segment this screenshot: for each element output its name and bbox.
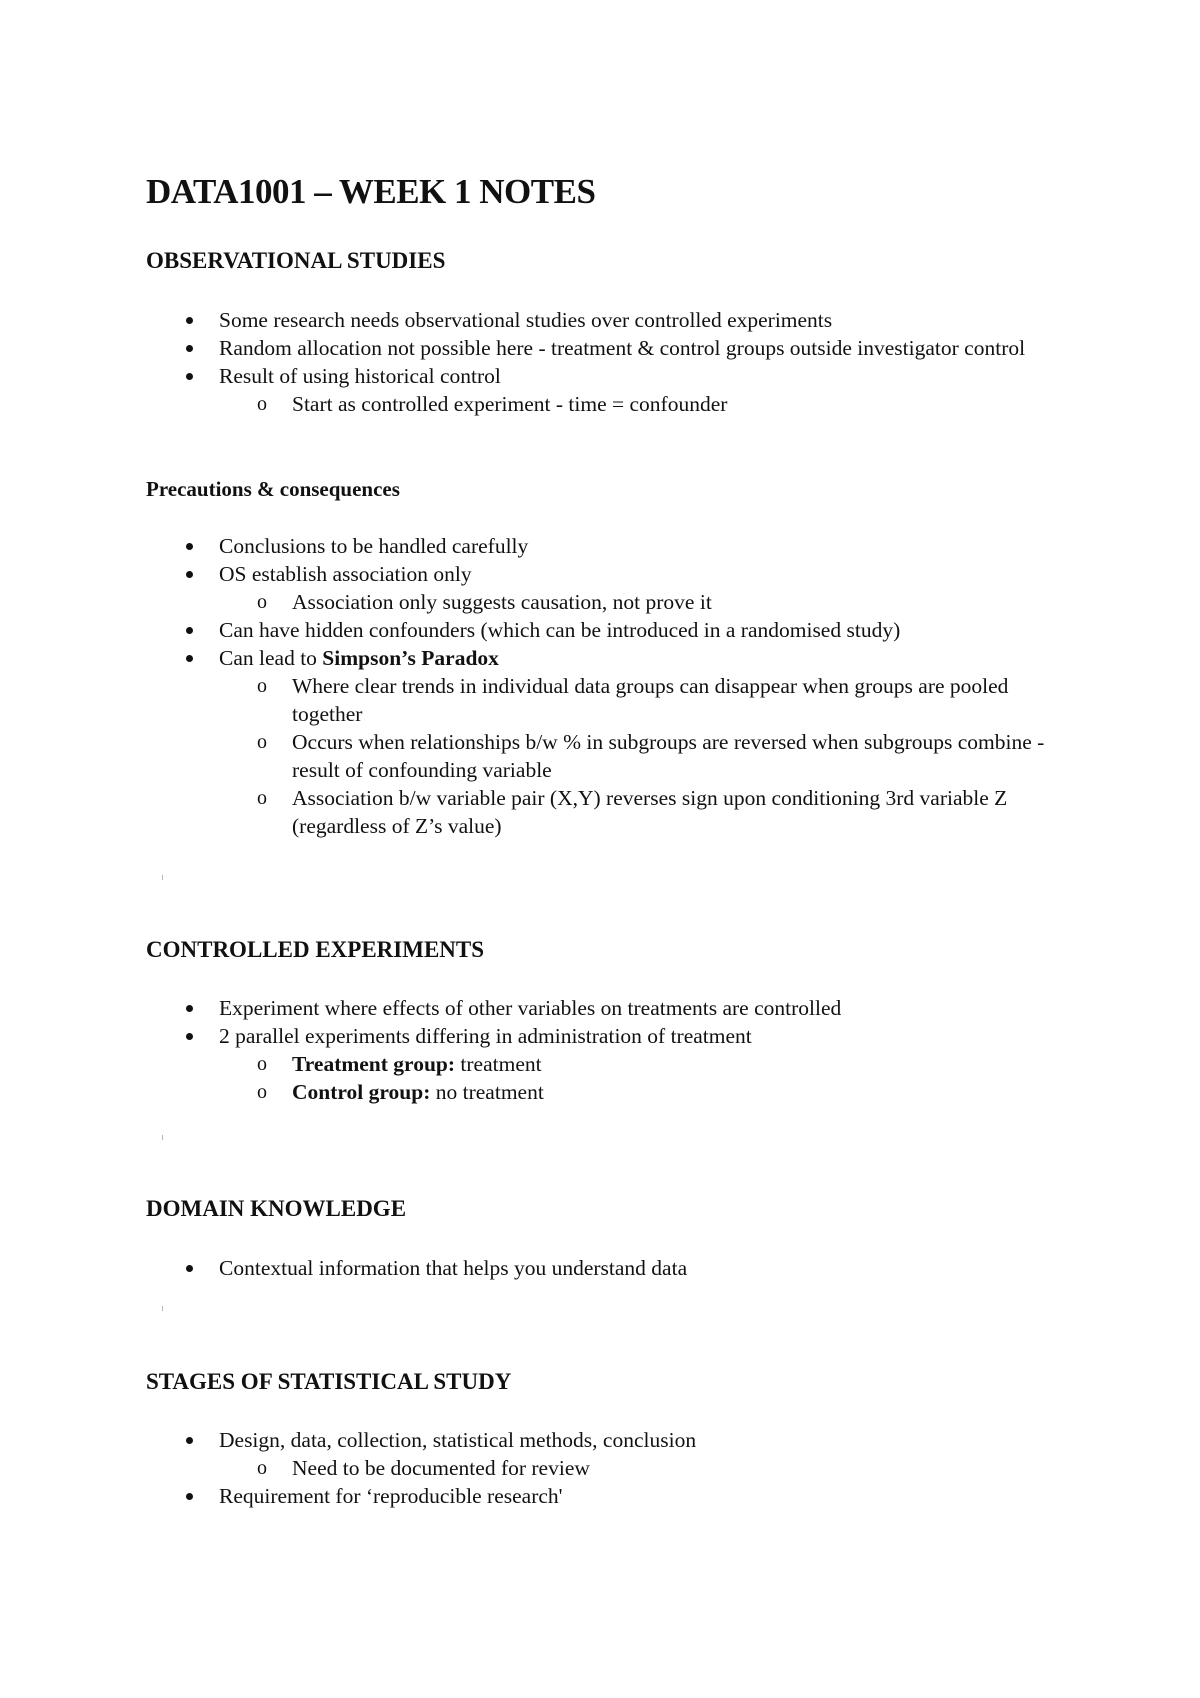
sub-list-item: o Need to be documented for review: [292, 1454, 1062, 1482]
observational-studies-list: [0, 306, 1200, 418]
list-item: Contextual information that helps you understand data: [219, 1254, 1069, 1282]
list-item-simpsons-paradox: [219, 644, 1069, 672]
sub-heading-precautions: Precautions & consequences: [146, 477, 400, 501]
list-item: Design, data, collection, statistical methods, conclusion: [219, 1426, 1069, 1454]
faint-mark: [162, 1306, 163, 1311]
faint-mark: [162, 875, 163, 880]
list-item-text: Can lead to: [219, 646, 323, 670]
domain-knowledge-list: [0, 1254, 1200, 1282]
sub-list-item: o Occurs when relationships b/w % in subgroups are reversed when subgroups combine - result of confounding variable: [292, 728, 1062, 784]
control-group-value: no treatment: [430, 1080, 544, 1104]
list-item: 2 parallel experiments differing in administration of treatment: [219, 1022, 1069, 1050]
section-heading-stages-of-statistical-study: STAGES OF STATISTICAL STUDY: [146, 1369, 512, 1394]
section-heading-domain-knowledge: DOMAIN KNOWLEDGE: [146, 1196, 407, 1221]
sub-list-item: o Where clear trends in individual data groups can disappear when groups are pooled together: [292, 672, 1062, 728]
simpsons-paradox-term: Simpson’s Paradox: [322, 646, 499, 670]
section-heading-observational-studies: OBSERVATIONAL STUDIES: [146, 248, 446, 273]
list-item: Result of using historical control: [219, 362, 1069, 390]
faint-mark: [162, 1135, 163, 1140]
list-item: Requirement for ‘reproducible research': [219, 1482, 1069, 1510]
treatment-group-label: Treatment group:: [292, 1052, 456, 1076]
sub-list-item-treatment-group: [292, 1050, 1062, 1078]
list-item: OS establish association only: [219, 560, 1069, 588]
list-item: Conclusions to be handled carefully: [219, 532, 1069, 560]
controlled-experiments-list: [0, 994, 1200, 1106]
sub-list-item: o Start as controlled experiment - time = confounder: [292, 390, 1062, 418]
list-item: Random allocation not possible here - treatment & control groups outside investigator control: [219, 334, 1069, 362]
sub-list-item: o Association b/w variable pair (X,Y) reverses sign upon conditioning 3rd variable Z (regardless of Z’s value): [292, 784, 1062, 840]
treatment-group-value: treatment: [455, 1052, 542, 1076]
stages-list: [0, 1426, 1200, 1510]
sub-list-item: o Association only suggests causation, not prove it: [292, 588, 1062, 616]
sub-list-item-control-group: [292, 1078, 1062, 1106]
precautions-list: [0, 532, 1200, 840]
list-item: Can have hidden confounders (which can be introduced in a randomised study): [219, 616, 1069, 644]
section-heading-controlled-experiments: CONTROLLED EXPERIMENTS: [146, 937, 485, 962]
list-item: Some research needs observational studies over controlled experiments: [219, 306, 1069, 334]
document-title: DATA1001 – WEEK 1 NOTES: [146, 172, 596, 211]
control-group-label: Control group:: [292, 1080, 431, 1104]
list-item: Experiment where effects of other variables on treatments are controlled: [219, 994, 1069, 1022]
